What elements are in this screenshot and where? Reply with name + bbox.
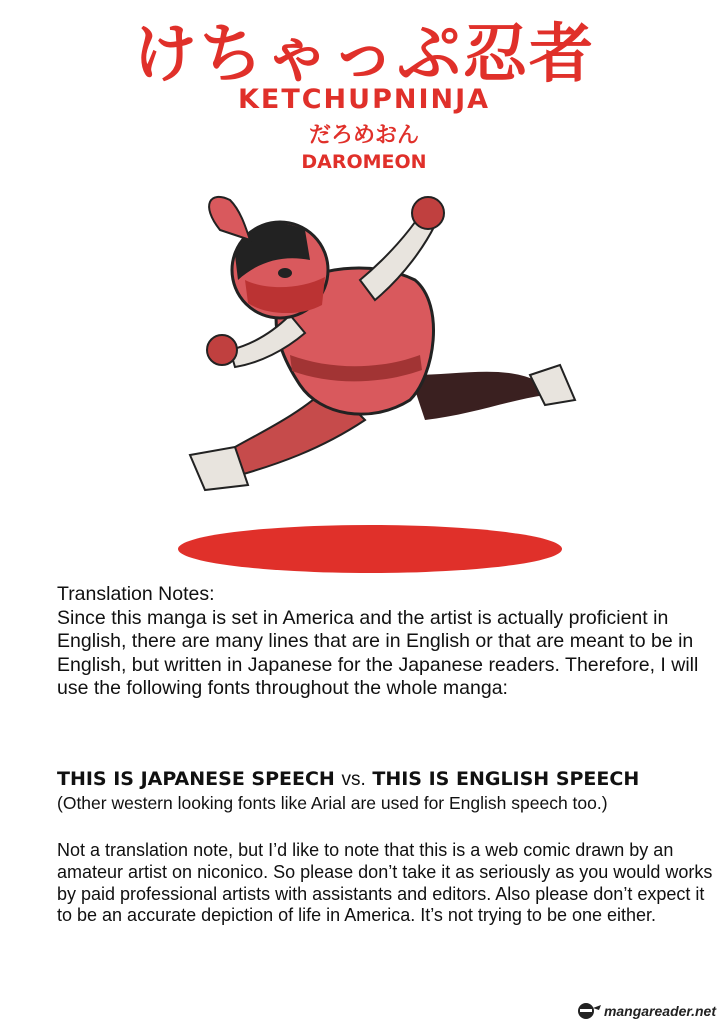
author-english: DAROMEON xyxy=(301,151,427,173)
title-japanese: けちゃっぷ忍者 xyxy=(133,18,595,92)
ninja-hood-tail xyxy=(209,197,250,240)
running-ninja-illustration xyxy=(160,185,590,515)
ninja-raised-fist xyxy=(412,197,444,229)
ninja-eye xyxy=(278,268,292,278)
english-font-sample: THIS IS ENGLISH SPEECH xyxy=(372,768,640,790)
title-english: KETCHUPNINJA xyxy=(237,84,491,115)
ninja-front-fist xyxy=(207,335,237,365)
ninja-mascot-icon xyxy=(575,1001,601,1021)
translation-notes-body: Since this manga is set in America and the artist is actually proficient in English, there are many lines that are in English or that are meant to be in English, but written in Japanese for the Japanese readers. Therefore, I will use the following fonts throughout the whole manga: xyxy=(57,606,699,699)
font-vs-label: vs. xyxy=(341,769,366,790)
font-samples xyxy=(57,766,717,793)
translation-notes-heading: Translation Notes: xyxy=(57,583,215,605)
translation-notes xyxy=(57,583,707,701)
watermark xyxy=(575,1000,716,1022)
ninja-back-leg xyxy=(410,372,545,420)
japanese-font-sample: THIS IS JAPANESE SPEECH xyxy=(57,768,335,790)
red-ground-shadow xyxy=(178,525,562,573)
watermark-text: mangareader.net xyxy=(603,1003,716,1019)
font-note: (Other western looking fonts like Arial are used for English speech too.) xyxy=(57,793,608,813)
author-japanese: だろめおん xyxy=(308,123,419,148)
ninja-back-foot xyxy=(530,365,575,405)
disclaimer-paragraph: Not a translation note, but I’d like to note that this is a web comic drawn by an amateur artist on niconico. So please don’t take it as seriously as you would works by paid professional artists with assistants and editors. Also please don’t expect it to be an accurate depiction of life in America. It’s not trying to be one either. xyxy=(57,840,713,926)
